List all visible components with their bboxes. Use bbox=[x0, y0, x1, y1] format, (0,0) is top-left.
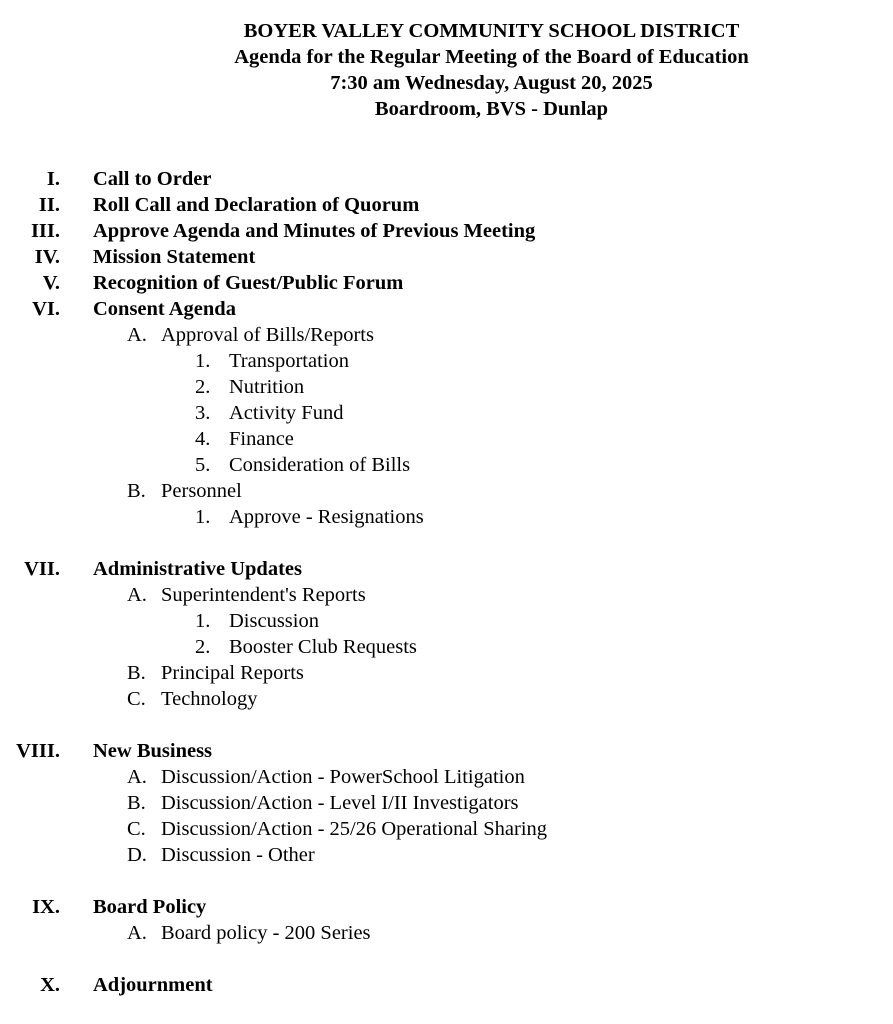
subitem-letter: C. bbox=[127, 818, 146, 840]
agenda-subitem bbox=[0, 764, 893, 790]
item-number: 3. bbox=[195, 402, 211, 424]
agenda-subitem bbox=[0, 920, 893, 946]
item-title: Transportation bbox=[229, 350, 349, 372]
subitem-title: Board policy - 200 Series bbox=[161, 922, 371, 944]
item-title: Nutrition bbox=[229, 376, 305, 398]
agenda-numbered-item bbox=[0, 374, 893, 400]
section-numeral: I. bbox=[46, 168, 60, 190]
meeting-datetime: 7:30 am Wednesday, August 20, 2025 bbox=[330, 72, 653, 94]
item-number: 2. bbox=[195, 636, 211, 658]
item-title: Approve - Resignations bbox=[229, 506, 424, 528]
agenda-numbered-item bbox=[0, 504, 893, 530]
agenda-section bbox=[0, 556, 893, 582]
item-number: 1. bbox=[195, 610, 211, 632]
agenda-subitem bbox=[0, 686, 893, 712]
subitem-title: Discussion - Other bbox=[161, 844, 315, 866]
item-title: Finance bbox=[229, 428, 294, 450]
agenda-subitem bbox=[0, 790, 893, 816]
section-title: Call to Order bbox=[93, 168, 212, 190]
section-numeral: X. bbox=[40, 974, 60, 996]
agenda-numbered-item bbox=[0, 348, 893, 374]
agenda-section bbox=[0, 270, 893, 296]
subitem-title: Principal Reports bbox=[161, 662, 304, 684]
agenda-subitem bbox=[0, 582, 893, 608]
agenda-section bbox=[0, 296, 893, 322]
subitem-letter: C. bbox=[127, 688, 146, 710]
agenda-numbered-item bbox=[0, 400, 893, 426]
section-numeral: VII. bbox=[24, 558, 60, 580]
section-title: Consent Agenda bbox=[93, 298, 236, 320]
item-number: 1. bbox=[195, 506, 211, 528]
agenda-numbered-item bbox=[0, 634, 893, 660]
item-number: 4. bbox=[195, 428, 211, 450]
subitem-title: Technology bbox=[161, 688, 258, 710]
item-title: Booster Club Requests bbox=[229, 636, 417, 658]
item-title: Consideration of Bills bbox=[229, 454, 411, 476]
agenda-section bbox=[0, 166, 893, 192]
subitem-letter: B. bbox=[127, 480, 146, 502]
section-numeral: II. bbox=[38, 194, 60, 216]
agenda-numbered-item bbox=[0, 426, 893, 452]
subitem-title: Approval of Bills/Reports bbox=[161, 324, 374, 346]
section-title: Board Policy bbox=[93, 896, 207, 918]
agenda-numbered-item bbox=[0, 608, 893, 634]
agenda-section bbox=[0, 972, 893, 998]
agenda-subitem bbox=[0, 816, 893, 842]
section-numeral: III. bbox=[30, 220, 60, 242]
item-number: 5. bbox=[195, 454, 211, 476]
meeting-title: Agenda for the Regular Meeting of the Board of Education bbox=[234, 46, 749, 68]
agenda-numbered-item bbox=[0, 452, 893, 478]
section-title: Roll Call and Declaration of Quorum bbox=[93, 194, 420, 216]
section-numeral: VIII. bbox=[16, 740, 60, 762]
section-numeral: IV. bbox=[34, 246, 60, 268]
item-number: 2. bbox=[195, 376, 211, 398]
item-title: Activity Fund bbox=[229, 402, 344, 424]
agenda-section bbox=[0, 244, 893, 270]
item-title: Discussion bbox=[229, 610, 319, 632]
subitem-title: Personnel bbox=[161, 480, 242, 502]
section-title: New Business bbox=[93, 740, 213, 762]
agenda-subitem bbox=[0, 478, 893, 504]
section-title: Adjournment bbox=[93, 974, 213, 996]
subitem-letter: B. bbox=[127, 662, 146, 684]
section-numeral: VI. bbox=[32, 298, 60, 320]
subitem-letter: D. bbox=[127, 844, 147, 866]
subitem-letter: B. bbox=[127, 792, 146, 814]
subitem-title: Discussion/Action - Level I/II Investigators bbox=[161, 792, 519, 814]
subitem-letter: A. bbox=[127, 584, 147, 606]
subitem-title: Discussion/Action - PowerSchool Litigation bbox=[161, 766, 525, 788]
agenda-section bbox=[0, 218, 893, 244]
district-name: BOYER VALLEY COMMUNITY SCHOOL DISTRICT bbox=[243, 20, 740, 42]
meeting-location: Boardroom, BVS - Dunlap bbox=[374, 98, 609, 120]
section-title: Mission Statement bbox=[93, 246, 256, 268]
agenda-subitem bbox=[0, 842, 893, 868]
section-numeral: V. bbox=[42, 272, 60, 294]
agenda-section bbox=[0, 192, 893, 218]
agenda-list bbox=[0, 166, 893, 998]
document-header bbox=[0, 18, 893, 122]
section-title: Approve Agenda and Minutes of Previous Meeting bbox=[93, 220, 536, 242]
subitem-letter: A. bbox=[127, 766, 147, 788]
agenda-subitem bbox=[0, 660, 893, 686]
section-numeral: IX. bbox=[32, 896, 60, 918]
section-title: Administrative Updates bbox=[93, 558, 302, 580]
subitem-letter: A. bbox=[127, 922, 147, 944]
item-number: 1. bbox=[195, 350, 211, 372]
subitem-title: Discussion/Action - 25/26 Operational Sharing bbox=[161, 818, 548, 840]
section-title: Recognition of Guest/Public Forum bbox=[93, 272, 404, 294]
subitem-title: Superintendent's Reports bbox=[161, 584, 366, 606]
agenda-section bbox=[0, 738, 893, 764]
subitem-letter: A. bbox=[127, 324, 147, 346]
agenda-subitem bbox=[0, 322, 893, 348]
agenda-section bbox=[0, 894, 893, 920]
